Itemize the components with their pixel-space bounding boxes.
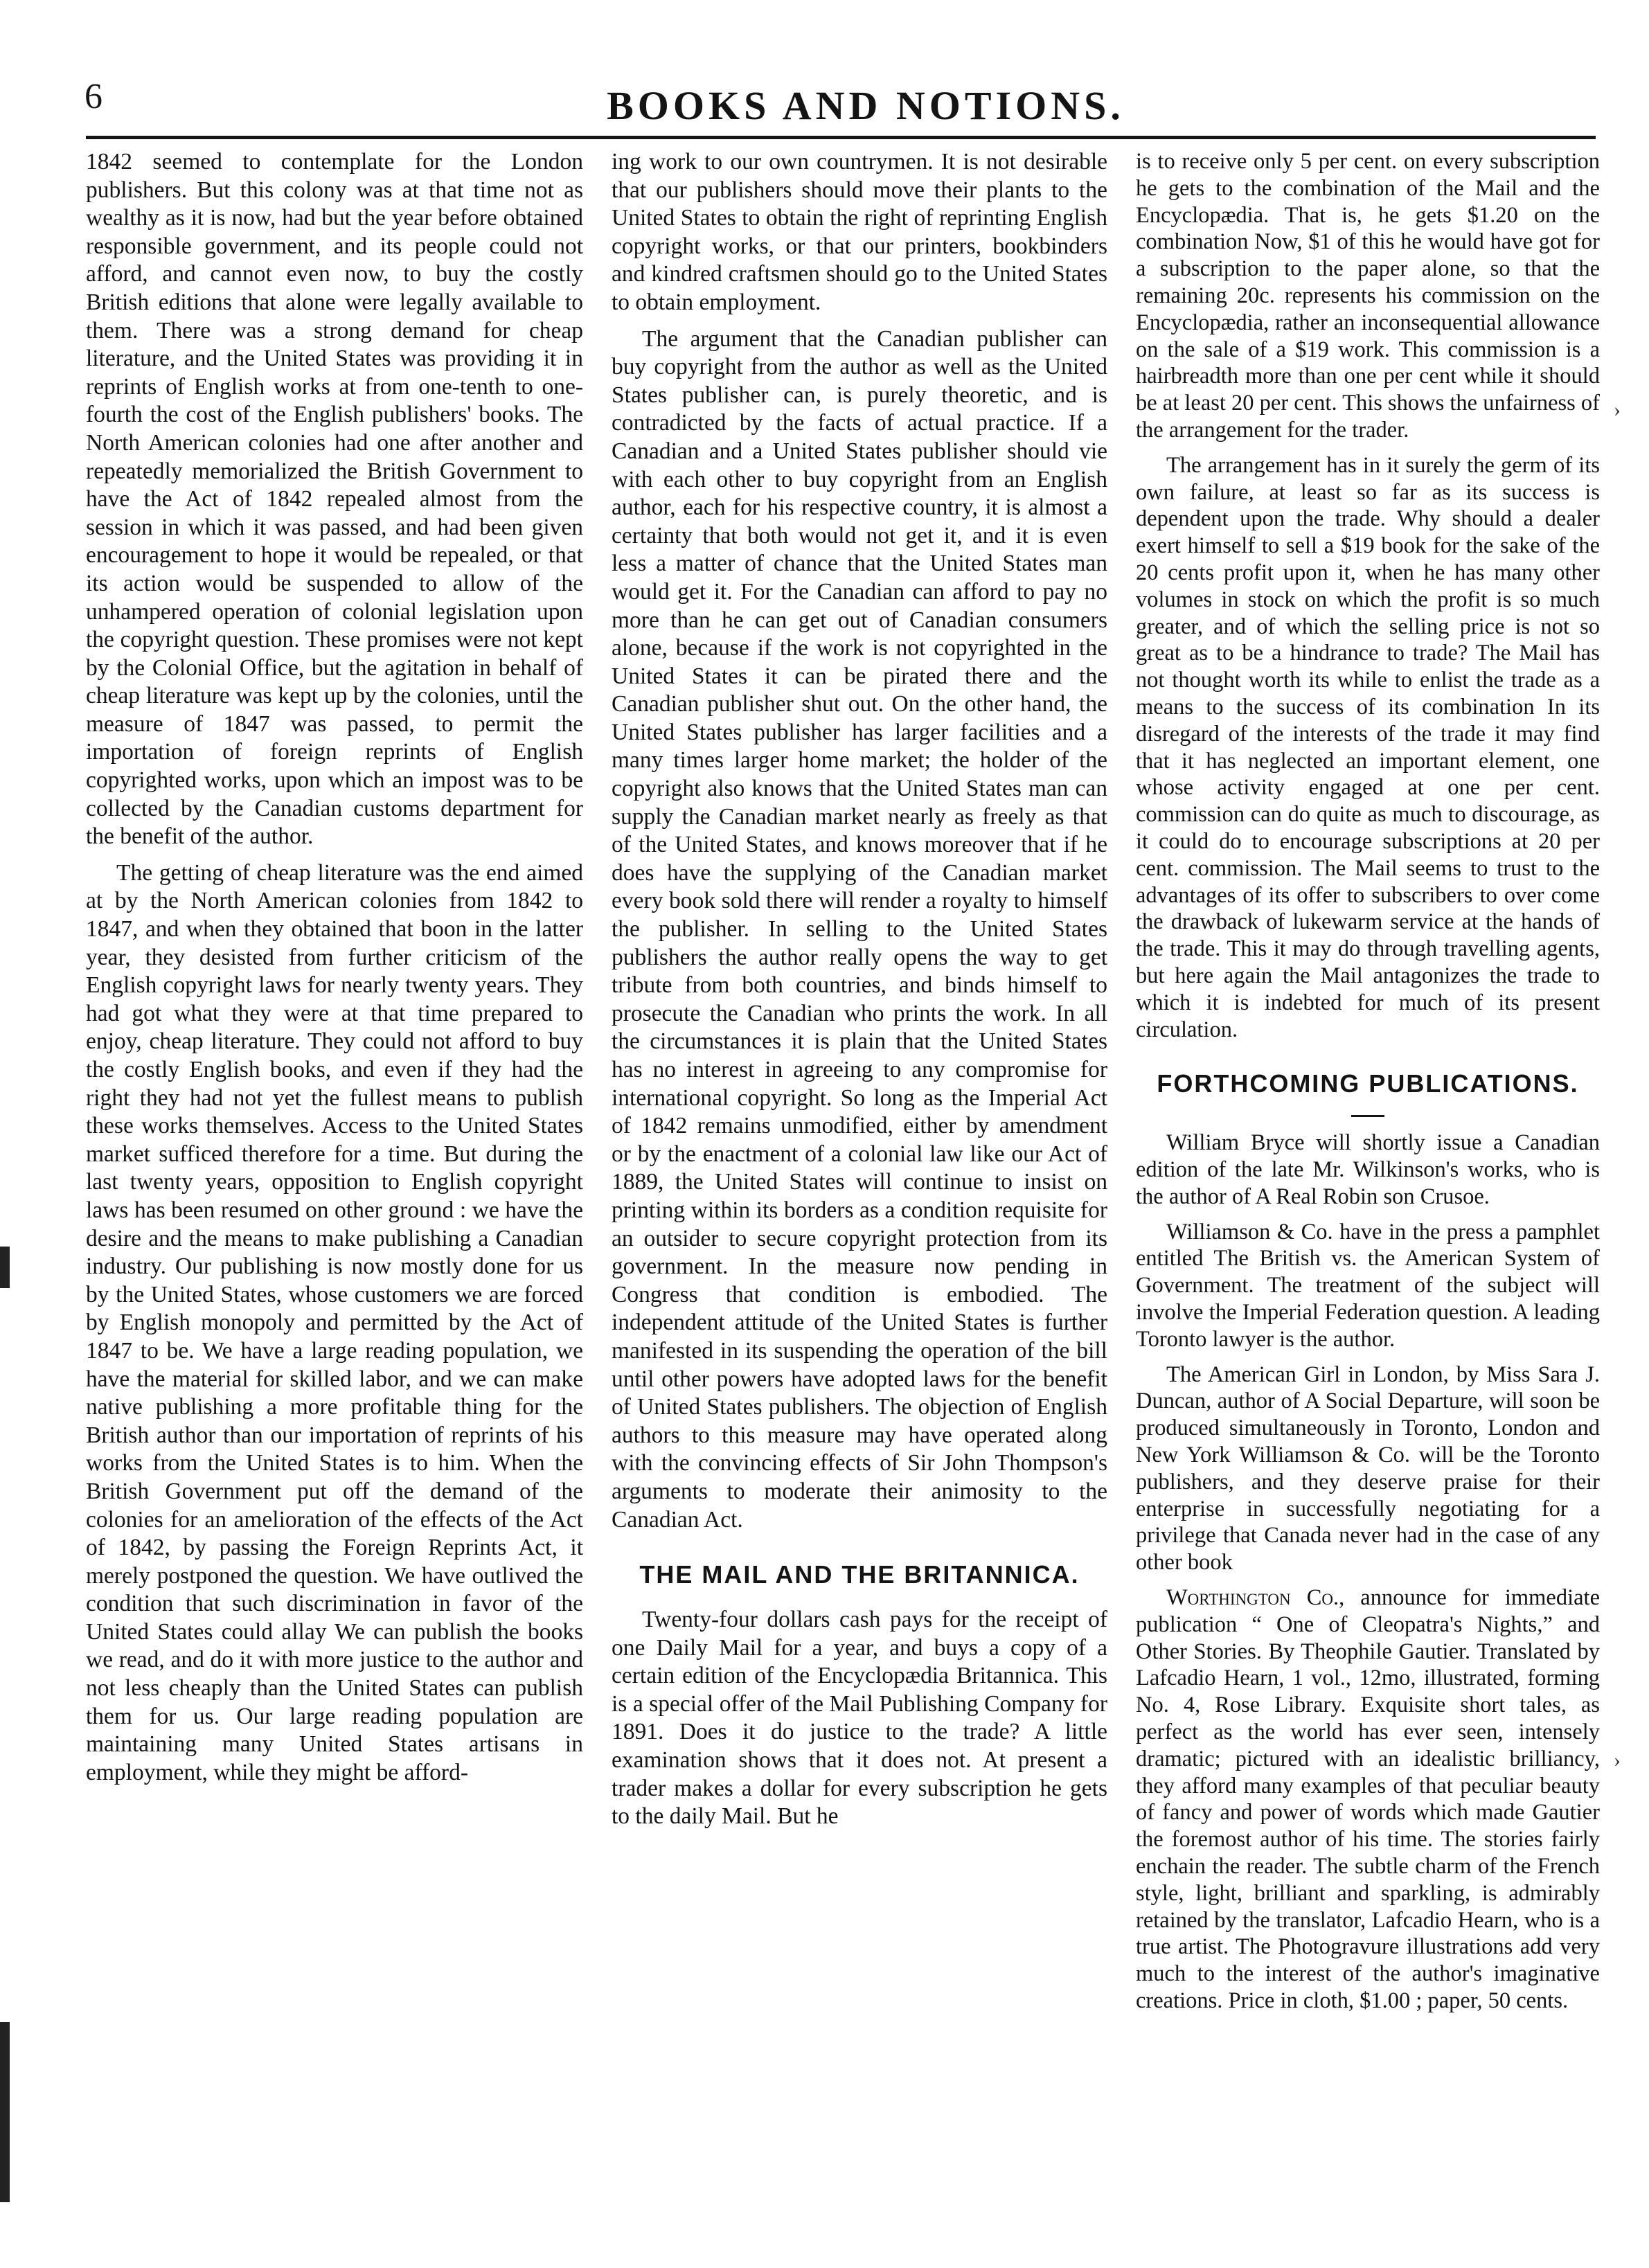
paragraph: The American Girl in London, by Miss Sara J. Duncan, author of A Social Departure, will soon be produced simultaneously in Toronto, London and New York Williamson & Co. will be the Toronto publishers, and they deserve praise for their enterprise in successfully negotiating for a privilege that Canada never had in the case of any other book (1136, 1361, 1600, 1575)
page-title: BOOKS AND NOTIONS. (607, 83, 1125, 128)
article-heading-forthcoming: FORTHCOMING PUBLICATIONS. (1157, 1069, 1579, 1098)
margin-mark: › (1614, 398, 1621, 421)
scan-edge-mark (0, 1247, 10, 1288)
paragraph-text: announce for immediate publication “ One of Cleopatra's Nights,” and Other Stories. By Theophile Gautier. Translated by Lafcadio Hearn, 1 vol., 12mo, illustrated, forming No. 4, Rose Library. Exquisite short tales, as perfect as the world has ever seen, intensely dramatic; pictured with an idealistic brilliancy, they afford many examples of that peculiar beauty of fancy and power of words which made Gautier the foremost author of his time. The stories fairly enchain the reader. The subtle charm of the French style, light, brilliant and sparkling, is admirably retained by the translator, Lafcadio Hearn, who is a true artist. The Photogravure illustrations add very much to the interest of the author's imaginative creations. Price in cloth, $1.00 ; paper, 50 cents. (1136, 1585, 1600, 2013)
header-rule (86, 136, 1596, 139)
column-1 (86, 148, 583, 2240)
paragraph: ing work to our own countrymen. It is not desirable that our publishers should move their plants to the United States to obtain the right of reprinting English copyright works, or that our printers, bookbinders and kindred craftsmen should go to the United States to obtain employment. (612, 149, 1107, 315)
paragraph: The getting of cheap literature was the end aimed at by the North American colonies from 1842 to 1847, and when they obtained that boon in the latter year, they desisted from further criticism of the English copyright laws for nearly twenty years. They had got what they were at that time prepared to enjoy, cheap literature. They could not afford to buy the costly English books, and even if they had the right they had not yet the fullest means to publish these works themselves. Access to the United States market sufficed therefore for a time. But during the last twenty years, opposition to English copyright laws has been resumed on other ground : we have the desire and the means to make publishing a Canadian industry. Our publishing is now mostly done for us by the United States, whose customers we are forced by English monopoly and permitted by the Act of 1847 to be. We have a large reading population, we have the material for skilled labor, and we can make native publishing a more profitable thing for the British author than our importation of reprints of his works from the United States is to him. When the British Government put off the demand of the colonies for an amelioration of the effects of the Act of 1842, by passing the Foreign Reprints Act, it merely postponed the question. We have outlived the condition that such discrimination in favor of the United States could allay We can publish the books we read, and do it with more justice to the author and not less cheaply than the United States can publish them for us. Our large reading population are maintaining many United States artisans in employment, while they might be afford- (86, 859, 583, 1785)
page-number: 6 (84, 77, 102, 116)
paragraph (1136, 1584, 1600, 2015)
paragraph: William Bryce will shortly issue a Canadian edition of the late Mr. Wilkinson's works, who is the author of A Real Robin son Crusoe. (1136, 1130, 1600, 1209)
paragraph: The arrangement has in it surely the germ of its own failure, at least so far as its success is dependent upon the trade. Why should a dealer exert himself to sell a $19 book for the sake of the 20 cents profit upon it, when he has many other volumes in stock on which the profit is so much greater, and of which the selling price is not so great as to be a hindrance to trade? The Mail has not thought worth its while to enlist the trade as a means to the success of its combination In its disregard of the interests of the trade it may find that it has neglected an important element, one whose activity engaged at one per cent. commission can do quite as much to discourage, as it could do to encourage subscriptions at 20 per cent. commission. The Mail seems to trust to the advantages of its offer to subscribers to over come the drawback of lukewarm service at the hands of the trade. This it may do through travelling agents, but here again the Mail antagonizes the trade to which it is indebted for much of its present circulation. (1136, 452, 1600, 1042)
paragraph: The argument that the Canadian publisher can buy copyright from the author as well as the United States publisher can, is purely theoretic, and is contradicted by the facts of actual practice. If a Canadian and a United States publisher should vie with each other to buy copyright from an English author, each for his respective country, it is almost a certainty that both would not get it, and it is even less a matter of chance that the United States man would get it. For the Canadian can afford to pay no more than he can get out of Canadian consumers alone, because if the work is not copyrighted in the United States it can be pirated there and the Canadian publisher shut out. On the other hand, the United States publisher has larger facilities and a many times larger home market; the holder of the copyright also knows that the United States man can supply the Canadian market nearly as freely as that of the United States, and knows moreover that if he does have the supplying of the Canadian market every book sold there will render a royalty to himself the publisher. In selling to the United States publishers the author really opens the way to get tribute from both countries, and binds himself to prosecute the Canadian who prints the work. In all the circumstances it is plain that the United States has no interest in agreeing to any compromise for international copyright. So long as the Imperial Act of 1842 remains unmodified, either by amendment or by the enactment of a colonial law like our Act of 1889, the United States will continue to insist on printing within its borders as a condition requisite for an outsider to secure copyright protection from its government. In the measure now pending in Congress that condition is embodied. The independent attitude of the United States is further manifested in its suspending the operation of the bill until other powers have adopted laws for the benefit of United States publishers. The objection of English authors to this measure may have operated along with the convincing effects of Sir John Thompson's arguments to moderate their animosity to the Canadian Act. (612, 325, 1107, 1533)
column-2 (612, 148, 1107, 2240)
publisher-name: Worthington Co., (1166, 1585, 1345, 1611)
heading-divider (1351, 1115, 1384, 1117)
article-heading-mail-britannica: THE MAIL AND THE BRITANNICA. (639, 1560, 1080, 1589)
paragraph: Williamson & Co. have in the press a pamphlet entitled The British vs. the American System of Government. The treatment of the subject will involve the Imperial Federation question. A leading Toronto lawyer is the author. (1136, 1219, 1600, 1352)
column-3 (1136, 148, 1600, 2240)
margin-mark: › (1614, 1749, 1621, 1771)
paragraph: is to receive only 5 per cent. on every subscription he gets to the combination of the Mail and the Encyclopædia. That is, he gets $1.20 on the combination Now, $1 of this he would have got for a subscription to the paper alone, so that the remaining 20c. represents his commission on the Encyclopædia, rather an inconsequential allowance on the sale of a $19 work. This commission is a hairbreadth more than one per cent while it should be at least 20 per cent. This shows the unfairness of the arrangement for the trader. (1136, 149, 1600, 443)
scan-edge-mark (0, 2022, 10, 2202)
paragraph: 1842 seemed to contemplate for the London publishers. But this colony was at that time not as wealthy as it is now, had but the year before obtained responsible government, and its people could not afford, and cannot even now, to buy the costly British editions that alone were legally available to them. There was a strong demand for cheap literature, and the United States was providing it in reprints of English works at from one-tenth to one-fourth the cost of the English publishers' books. The North American colonies had one after another and repeatedly memorialized the British Government to have the Act of 1842 repealed almost from the session in which it was passed, and had been given encouragement to hope it would be repealed, or that its action would be suspended to allow of the unhampered operation of colonial legislation upon the copyright question. These promises were not kept by the Colonial Office, but the agitation in behalf of cheap literature was kept up by the colonies, until the measure of 1847 was passed, to permit the importation of foreign reprints of English copyrighted works, upon which an impost was to be collected by the Canadian customs department for the benefit of the author. (86, 149, 583, 850)
paragraph: Twenty-four dollars cash pays for the receipt of one Daily Mail for a year, and buys a copy of a certain edition of the Encyclopædia Britannica. This is a special offer of the Mail Publishing Company for 1891. Does it do justice to the trade? A little examination shows that it does not. At present a trader makes a dollar for every subscription he gets to the daily Mail. But he (612, 1607, 1107, 1830)
